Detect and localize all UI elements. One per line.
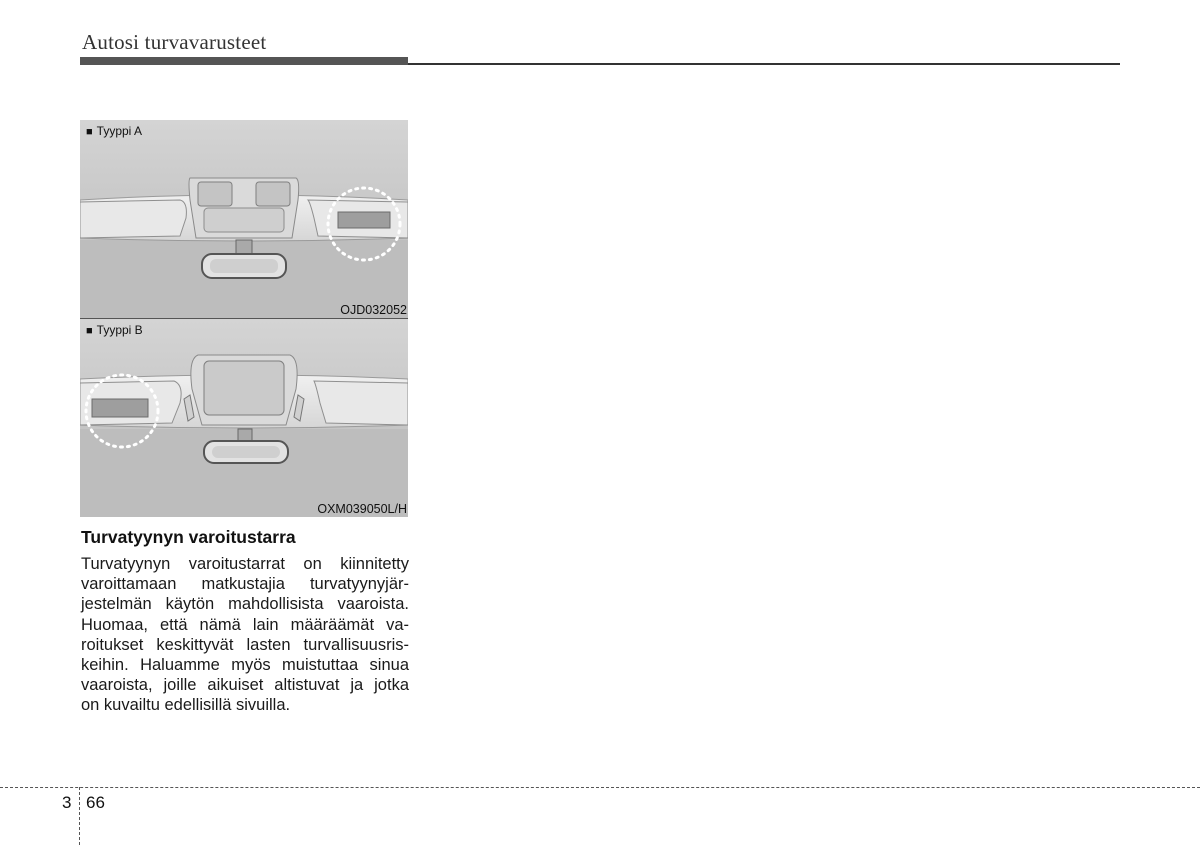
figure-type-b: [80, 319, 408, 517]
paragraph-2-line: Huomaa, että nämä lain määräämät va-: [81, 616, 409, 634]
header-rule: [408, 63, 1120, 65]
paragraph-1-line: varoittamaan matkustajia turvatyynyjär-: [81, 575, 409, 593]
footer-rule: [0, 787, 1200, 788]
paragraph-1-line: jestelmän käytön mahdollisista vaaroista.: [81, 595, 409, 613]
paragraph-2-line: roitukset keskittyvät lasten turvallisuusris-: [81, 636, 409, 654]
paragraph-2-line: keihin. Haluamme myös muistuttaa sinua: [81, 656, 409, 674]
figure-type-b-code: OXM039050L/H: [317, 502, 407, 516]
section-heading: Turvatyynyn varoitustarra: [81, 527, 296, 547]
figure-type-a-label: ■ Tyyppi A: [86, 124, 143, 138]
figure-type-a-code: OJD032052: [340, 303, 407, 317]
header-title: Autosi turvavarusteet: [82, 30, 267, 54]
chapter-number: 3: [62, 793, 72, 812]
paragraph-2-line: vaaroista, joille aikuiset altistuvat ja jotka: [81, 676, 409, 694]
figure-type-b-label: ■ Tyyppi B: [86, 323, 143, 337]
paragraph-2: [81, 615, 409, 715]
header-bar: [80, 57, 408, 65]
figure-type-a-illustration: [80, 120, 408, 318]
page-number: 66: [86, 793, 105, 812]
paragraph-1: [81, 554, 409, 614]
footer-divider: [79, 787, 80, 845]
paragraph-2-line: on kuvailtu edellisillä sivuilla.: [81, 696, 291, 714]
figure-type-b-illustration: [80, 319, 408, 517]
figure-type-a: [80, 120, 408, 318]
paragraph-1-line: Turvatyynyn varoitustarrat on kiinnitetty: [81, 555, 409, 573]
